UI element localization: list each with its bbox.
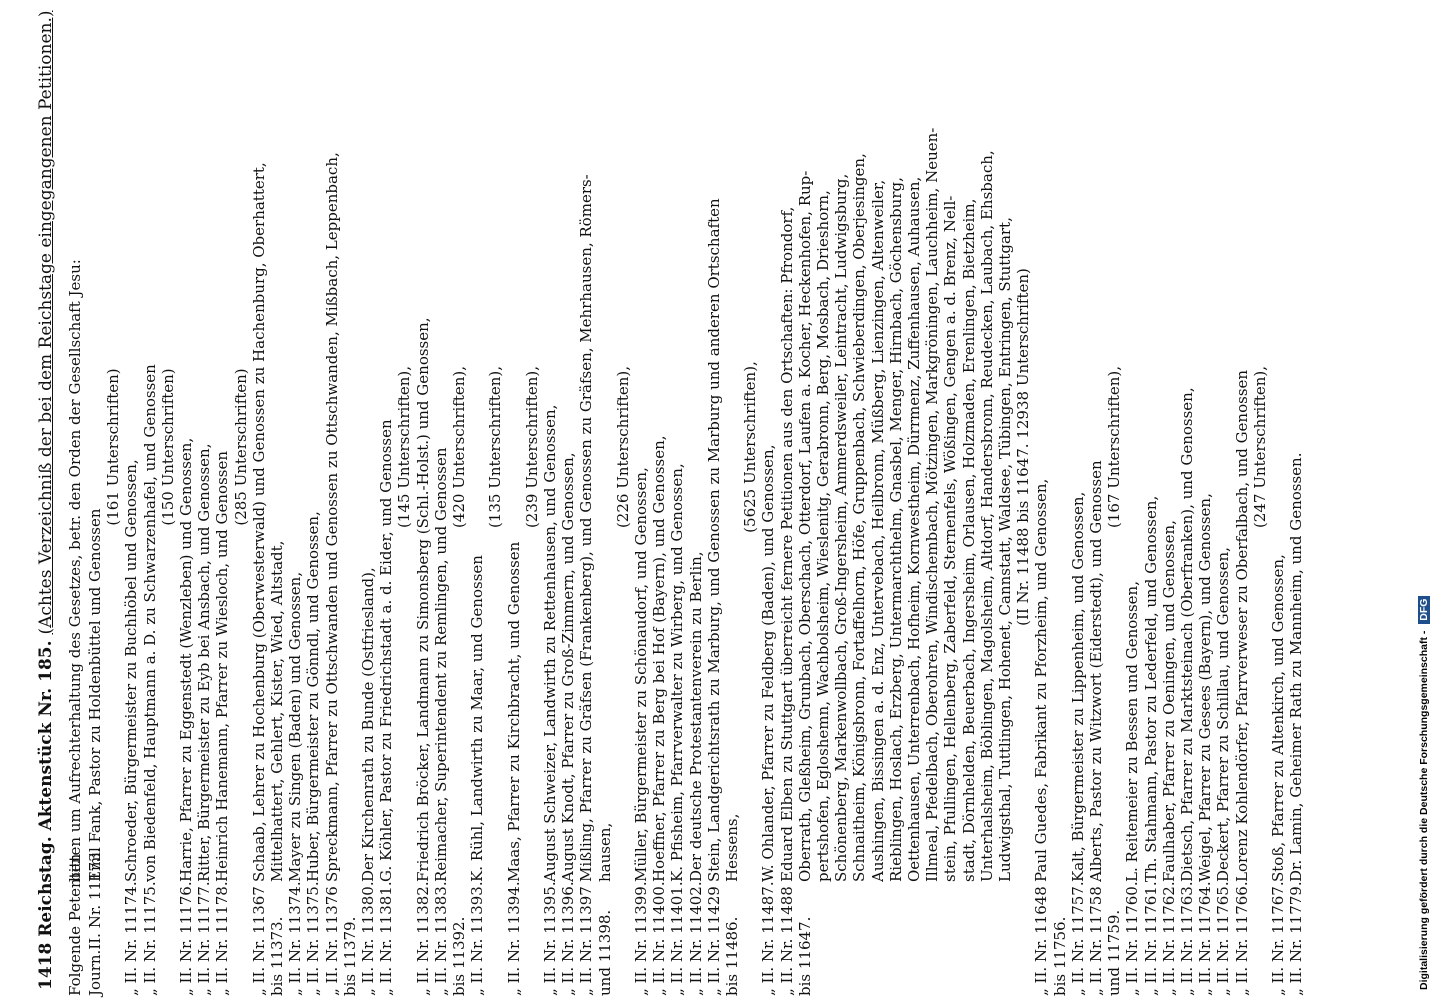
petition-number: „ II. Nr. 11765.: [1214, 881, 1233, 996]
rotated-page-content: [36, 0, 1366, 1000]
petitioner-text: August Schweizer, Landwirth zu Rettenhausen, und Genossen,: [541, 404, 559, 882]
petition-number: „ II. Nr. 11488: [777, 886, 796, 996]
dfg-logo: DFG: [1418, 596, 1430, 624]
petitioner-text: Hoeffner, Pfarrer zu Berg bei Hof (Bayern), und Genossen,: [650, 435, 669, 882]
signature-count: (167 Unterschriften),: [1105, 365, 1124, 529]
signature-count: (5625 Unterschriften),: [741, 361, 760, 533]
petitioner-text: Oettenhausen, Unterrenbach, Hofheim, Kornwestheim, Dürrmenz, Zuffenhausen, Auhausen,: [905, 176, 923, 882]
petitioner-text: Weigel, Pfarrer zu Gesees (Bayern), und Genossen,: [1196, 493, 1215, 882]
petitioner-text: Reimacher, Superintendent zu Remlingen, und Genossen: [431, 447, 450, 882]
petitioner-text: Huber, Bürgermeister zu Gönndl, und Genossen,: [304, 511, 323, 882]
running-head: Reichstag. Aktenstück Nr. 185.: [36, 640, 56, 937]
petitioner-text: Unterhalsheim, Böblingen, Magolsheim, Altdorf, Handersbronn, Reudecken, Laubach, Ehsbach,: [977, 150, 996, 882]
signature-count: (II Nr. 11488 bis 11647. 12938 Unterschriften): [1014, 268, 1033, 626]
petition-number: „ II. Nr. 11380.: [359, 881, 377, 996]
petition-number: „ II. Nr. 11761.: [1141, 881, 1160, 996]
petition-number: „ II. Nr. 11764.: [1196, 881, 1215, 996]
petition-number: „ II. Nr. 11766.: [1232, 881, 1251, 996]
intro-left: Folgende Petenten: [66, 853, 84, 996]
petitioner-text: von Biedenfeld, Hauptmann a. D. zu Schwarzenhafel, und Genossen: [140, 364, 159, 882]
petitioner-text: Der Kirchenrath zu Bunde (Ostfriesland),: [359, 567, 377, 882]
petitioner-text: K. Pfisheim, Pfarrverwalter zu Wirberg, und Genossen,: [668, 463, 687, 882]
petitioner-text: Oberrath, Gleßheim, Grunbach, Oberschach, Otterdorf, Laufen a. Kocher, Heckenhofen, Rup-: [795, 170, 814, 882]
petitioner-text: Schroeder, Bürgermeister zu Buchhöbel und Genossen,: [122, 459, 141, 882]
petitioner-text: Faulhaber, Pfarrer zu Oeningen, und Genossen,: [1159, 520, 1178, 882]
petitioner-text: G. Köhler, Pastor zu Friedrichstadt a. d. Eider, und Genossen: [377, 419, 396, 882]
petition-number: bis 11756.: [1050, 916, 1069, 996]
petition-number: und 11398.: [595, 909, 614, 996]
petitioner-text: Müller, Bürgermeister zu Schönaudorf, und Genossen,: [632, 467, 650, 882]
petition-number: „ II. Nr. 11400.: [650, 881, 669, 996]
petitioner-text: Dr. Lamin, Geheimer Rath zu Mannheim, und Genossen.: [1287, 452, 1306, 882]
petition-number: „ II. Nr. 11395.: [541, 881, 559, 996]
petitioner-text: Aushingen, Bissingen a. d. Enz, Untervebach, Heilbronn, Müßberg, Lienzingen, Altenweiler,: [868, 179, 887, 882]
signature-count: (135 Unterschriften),: [486, 365, 505, 529]
petition-number: „ II. Nr. 11374.: [286, 881, 305, 996]
petitioner-text: Mißling, Pfarrer zu Gräfsen (Frankenberg), und Genossen zu Gräfsen, Mehrhausen, Römers-: [577, 174, 596, 882]
page-header: [36, 10, 56, 990]
signature-count: (420 Unterschriften),: [450, 365, 468, 529]
petition-number: „ II. Nr. 11177.: [195, 881, 214, 996]
petitioner-text: Emil Fank, Pastor zu Holdenbüttel und Genossen: [86, 508, 104, 882]
petitioner-text: Ritter, Bürgermeister zu Eyb bei Ansbach, und Genossen,: [195, 443, 214, 882]
petition-number: bis 11373.: [268, 916, 286, 996]
petitioner-text: Deckert, Pfarrer zu Schillau, und Genossen,: [1214, 547, 1233, 882]
petition-number: „ II. Nr. 11399.: [632, 881, 650, 996]
petition-number: „ II. Nr. 11763.: [1178, 881, 1196, 996]
petition-number: „ II. Nr. 11367: [249, 886, 268, 996]
petitioner-text: Stein, Landgerichtsrath zu Marburg, und Genossen zu Marburg und anderen Ortschaften: [704, 198, 723, 882]
petition-number: „ II. Nr. 11381.: [377, 881, 396, 996]
petition-number: Journ.II. Nr. 11173.: [86, 847, 104, 996]
petitioner-text: Alberts, Pastor zu Witzwort (Eiderstedt), und Genossen: [1087, 460, 1105, 882]
petitioner-text: Mittelhattert, Gehlert, Kister, Wied, Altstadt,: [268, 540, 286, 882]
petitioner-text: stadt, Dörnhelden, Beuerbach, Ingersheim, Orlausen, Holzmaden, Erenlingen, Bietzheim,: [959, 198, 978, 882]
petition-number: „ II. Nr. 11397: [577, 886, 596, 996]
petition-number: „ II. Nr. 11401.: [668, 881, 687, 996]
signature-count: (150 Unterschriften): [158, 368, 177, 526]
petition-number: „ II. Nr. 11487.: [759, 881, 778, 996]
petition-number: „ II. Nr. 11758: [1087, 886, 1105, 996]
petition-number: „ II. Nr. 11429: [704, 886, 723, 996]
petition-number: „ II. Nr. 11762.: [1159, 881, 1178, 996]
petitioner-text: Hessens,: [723, 813, 741, 882]
petition-number: „ II. Nr. 11402.: [686, 881, 705, 996]
petitioner-text: Maas, Pfarrer zu Kirchbracht, und Genossen: [504, 541, 523, 882]
petitioner-text: L. Reitemeier zu Bessen und Genossen,: [1123, 581, 1142, 882]
petition-number: „ II. Nr. 11383.: [431, 881, 450, 996]
petitioner-text: Schönenberg, Markenwollbach, Groß-Ingersheim, Ammerdsweiler, Leintracht, Ludwigsburg,: [832, 173, 851, 882]
petitioner-text: Ludwigsthal, Tuttlingen, Hohenet, Cannstatt, Waldsee, Tübingen, Entringen, Stuttgart,: [996, 217, 1014, 882]
petitioner-text: Schaab, Lehrer zu Hochenburg (Oberwesterwald) und Genossen zu Hachenburg, Oberhattert,: [249, 162, 268, 882]
petition-number: „ II. Nr. 11375.: [304, 881, 323, 996]
petitioner-text: stein, Pfullingen, Hellenberg, Zaberfeld, Sternenfels, Wößingen, Gengen a. d. Brenz, Nell-: [941, 195, 960, 882]
petitioner-text: pertshofen, Egloshemn, Wachbolsheim, Wieslenitg, Gerabronn, Berg, Mosbach, Drieshorn,: [814, 190, 832, 882]
petitioner-text: Der deutsche Protestantenverein zu Berlin,: [686, 551, 705, 882]
petitioner-text: Schnaitheim, Königsbronn, Fortaffelhorn, Höfe, Gruppenbach, Schwieberdingen, Oberjesingen,: [850, 153, 869, 882]
petition-number: bis 11647.: [795, 916, 814, 996]
petition-number: „ II. Nr. 11757.: [1068, 881, 1087, 996]
petition-number: und 11759.: [1105, 909, 1124, 996]
credit-text: Digitalisierung gefördert durch die Deutsche Forschungsgemeinschaft -: [1418, 630, 1430, 990]
petition-number: „ II. Nr. 11382.: [413, 881, 432, 996]
petition-number: „ II. Nr. 11175.: [140, 881, 159, 996]
petitioner-text: Lorenz Kohlendörfer, Pfarrverweser zu Oberfalbach, und Genossen: [1232, 369, 1251, 882]
petitioner-text: Paul Guedes, Fabrikant zu Pforzheim, und Genossen,: [1032, 478, 1051, 882]
page-title: (Achtes Verzeichniß der bei dem Reichstage eingegangenen Petitionen.): [36, 10, 56, 635]
petitioner-text: K. Rühl, Landwirth zu Maar, und Genossen: [468, 555, 487, 882]
petitioner-text: Mayer zu Singen (Baden) und Genossen,: [286, 571, 305, 882]
intro-text: bitten um Aufrechterhaltung des Gesetzes, betr. den Orden der Gesellschaft Jesu:: [66, 259, 84, 882]
petitioner-text: Stoß, Pfarrer zu Altenkirch, und Genossen,: [1269, 554, 1287, 882]
petitioner-text: W. Ohlander, Pfarrer zu Feldberg (Baden), und Genossen,: [759, 444, 778, 882]
petition-number: „ II. Nr. 11394.: [504, 881, 523, 996]
petitioner-text: Harrie, Pfarrer zu Eggenstedt (Wenzleben) und Genossen,: [177, 437, 195, 882]
signature-count: (226 Unterschriften),: [613, 365, 632, 529]
petition-number: „ II. Nr. 11393.: [468, 881, 487, 996]
dfg-credit: [1418, 596, 1430, 990]
petition-number: „ II. Nr. 11648: [1032, 886, 1051, 996]
petitioner-text: hausen,: [595, 822, 614, 882]
page-number: 1418: [36, 942, 56, 990]
petition-number: bis 11392.: [450, 916, 468, 996]
petitioner-text: Th. Stahmann, Pastor zu Lederfeld, und Genossen,: [1141, 495, 1160, 882]
petitioner-text: Friedrich Bröcker, Landmann zu Simonsberg (Schl.-Holst.) und Genossen,: [413, 317, 432, 882]
petition-number: „ II. Nr. 11174.: [122, 881, 141, 996]
signature-count: (239 Unterschriften),: [522, 365, 541, 529]
petitioner-text: Heinrich Hanemann, Pfarrer zu Wiesloch, und Genossen: [213, 450, 232, 882]
petitioner-text: Spreckmann, Pfarrer zu Ottschwanden und Genossen zu Ottschwanden, Mißbach, Leppenbach,: [322, 152, 341, 882]
petitioner-text: Eduard Elben zu Stuttgart überreicht fernere Petitionen aus den Ortschaften: Pfrondorf,: [777, 206, 796, 882]
petition-number: „ II. Nr. 11767.: [1269, 881, 1287, 996]
petitioner-text: August Knodt, Pfarrer zu Groß-Zimmern, und Genossen,: [559, 452, 578, 882]
signature-count: (145 Unterschriften),: [395, 365, 414, 529]
petition-number: „ II. Nr. 11376: [322, 886, 341, 996]
petition-number: „ II. Nr. 11396.: [559, 881, 578, 996]
petitioner-text: Rieblingen, Hoslach, Erzberg, Untermarchthelm, Gnasbel, Menger, Hirnbach, Göchensburg,: [886, 177, 905, 882]
petitioner-text: Illmeal, Pfedelbach, Oberohren, Windischembach, Mötzingen, Markgröningen, Lauchheim, Neuen-: [923, 127, 942, 882]
petitioner-text: Dietsch, Pfarrer zu Marktsteinach (Oberfranken), und Genossen,: [1178, 387, 1196, 882]
petition-number: bis 11379.: [340, 916, 359, 996]
petition-number: „ II. Nr. 11178.: [213, 881, 232, 996]
petition-number: „ II. Nr. 11779.: [1287, 881, 1306, 996]
signature-count: (247 Unterschriften),: [1250, 365, 1269, 529]
petition-number: „ II. Nr. 11760.: [1123, 881, 1142, 996]
signature-count: (285 Unterschriften): [231, 368, 250, 526]
petition-number: „ II. Nr. 11176.: [177, 881, 195, 996]
petition-number: bis 11486.: [723, 916, 741, 996]
petitioner-text: Kalt, Bürgermeister zu Lippenheim, und Genossen,: [1068, 491, 1087, 882]
signature-count: (161 Unterschriften): [104, 368, 123, 526]
